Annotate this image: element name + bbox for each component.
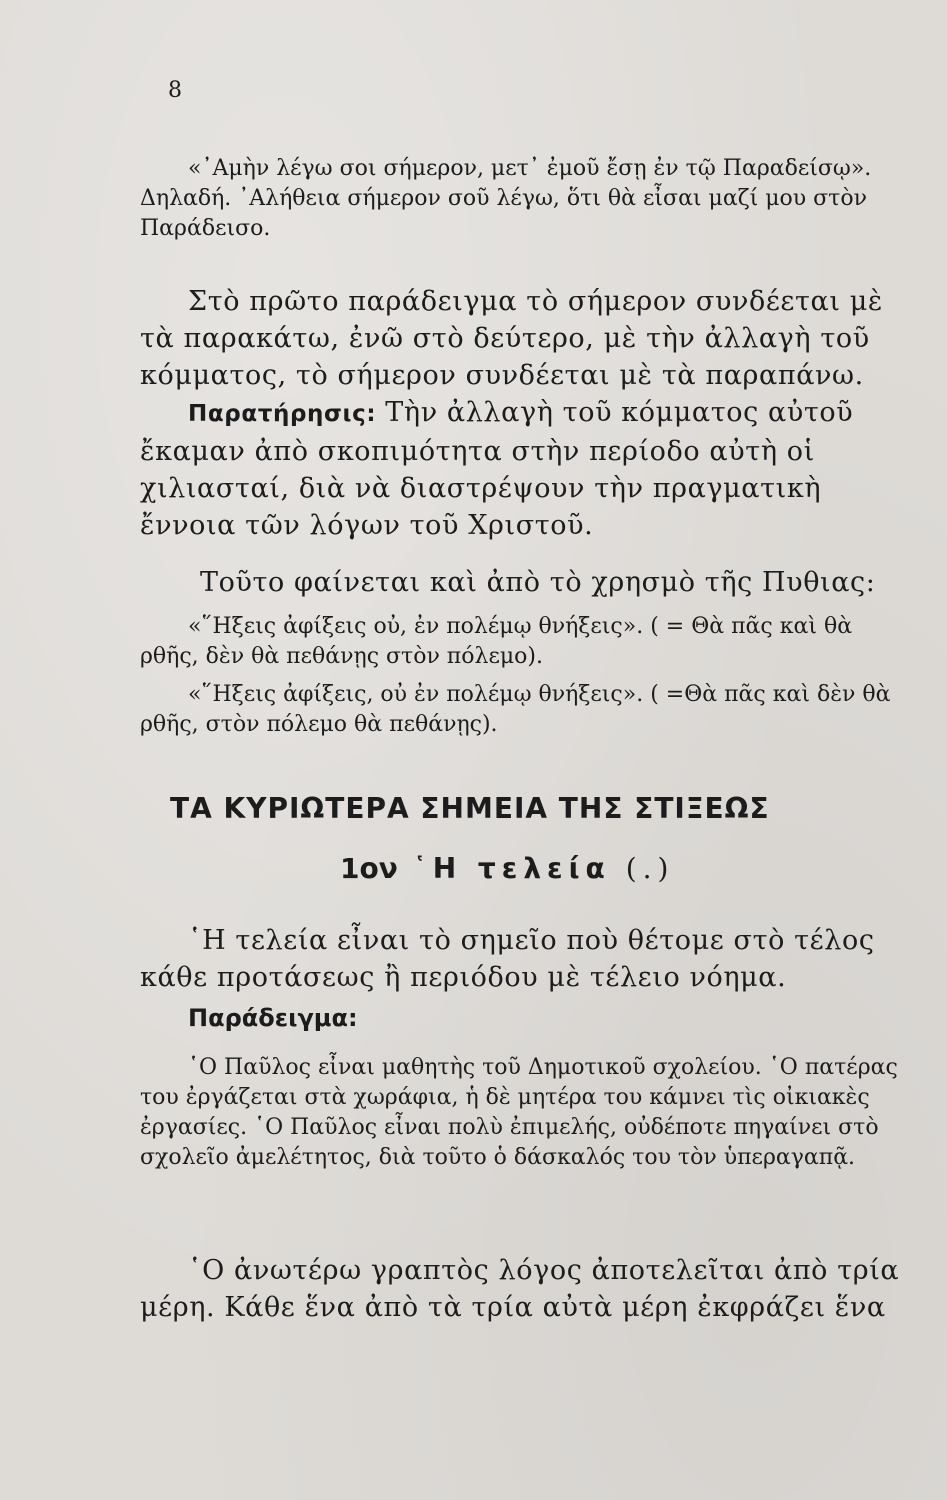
paragraph-4: ῾Ο ἀνωτέρω γραπτὸς λόγος ἀποτελεῖται ἀπὸ τρία μέρη. Κάθε ἕνα ἀπὸ τὰ τρία αὐτὰ μέρη ἐκφράζει ἕνα bbox=[140, 1255, 900, 1323]
section-heading: ΤΑ ΚΥΡΙΩΤΕΡΑ ΣΗΜΕΙΑ ΤΗΣ ΣΤΙΞΕΩΣ bbox=[170, 792, 770, 825]
oracle-2: «῞Ηξεις ἀφίξεις, οὐ ἐν πολέμῳ θνήξεις». ( =Θὰ πᾶς καὶ δὲν θὰ ρθῆς, στὸν πόλεμο θὰ πεθάνῃς). bbox=[140, 682, 891, 737]
subheading-number: 1ον bbox=[340, 852, 398, 885]
note-text: Τὴν ἀλλαγὴ τοῦ κόμματος αὐτοῦ ἔκαμαν ἀπὸ σκοπιμότητα στὴν περίοδο αὐτὴ οἱ χιλιασταί, διὰ νὰ διαστρέψουν τὴν πραγματικὴ ἔννοια τῶν λόγων τοῦ Χριστοῦ. bbox=[140, 397, 854, 541]
oracle-1: «῞Ηξεις ἀφίξεις οὐ, ἐν πολέμῳ θνήξεις». ( = Θὰ πᾶς καὶ θὰ ρθῆς, δὲν θὰ πεθάνῃς στὸν πόλεμο). bbox=[140, 614, 853, 669]
subheading-title: ῾Η τελεία bbox=[412, 852, 611, 885]
subheading-symbol: (.) bbox=[625, 852, 675, 885]
note-label: Παρατήρησις: bbox=[188, 401, 377, 427]
note-paragraph bbox=[140, 394, 900, 544]
example-label: Παράδειγμα: bbox=[188, 1004, 358, 1032]
paragraph-2: Τοῦτο φαίνεται καὶ ἀπὸ τὸ χρησμὸ τῆς Πυθιας: bbox=[200, 567, 876, 598]
page-number: 8 bbox=[168, 78, 182, 103]
example-text: ῾Ο Παῦλος εἶναι μαθητὴς τοῦ Δημοτικοῦ σχολείου. ῾Ο πατέρας του ἐργάζεται στὰ χωράφια, ἡ δὲ μητέρα του κάμνει τὶς οἰκιακὲς ἐργασίες. ῾Ο Παῦλος εἶναι πολὺ ἐπιμελής, οὐδέποτε πηγαίνει στὸ σχολεῖο ἀμελέτητος, διὰ τοῦτο ὁ δάσκαλός του τὸν ὑπεραγαπᾷ. bbox=[140, 1055, 898, 1170]
quote-block: «᾿Αμὴν λέγω σοι σήμερον, μετ᾿ ἐμοῦ ἔσῃ ἐν τῷ Παραδείσῳ». Δηλαδή. ᾿Αλήθεια σήμερον σοῦ λέγω, ὅτι θὰ εἶσαι μαζί μου στὸν Παράδεισο. bbox=[140, 156, 872, 241]
paragraph-3: ῾Η τελεία εἶναι τὸ σημεῖο ποὺ θέτομε στὸ τέλος κάθε προτάσεως ἢ περιόδου μὲ τέλειο νόημα. bbox=[140, 925, 875, 993]
subheading bbox=[340, 852, 674, 885]
paragraph-1: Στὸ πρῶτο παράδειγμα τὸ σήμερον συνδέεται μὲ τὰ παρακάτω, ἐνῶ στὸ δεύτερο, μὲ τὴν ἀλλαγὴ τοῦ κόμματος, τὸ σήμερον συνδέεται μὲ τὰ παραπάνω. bbox=[140, 286, 883, 391]
